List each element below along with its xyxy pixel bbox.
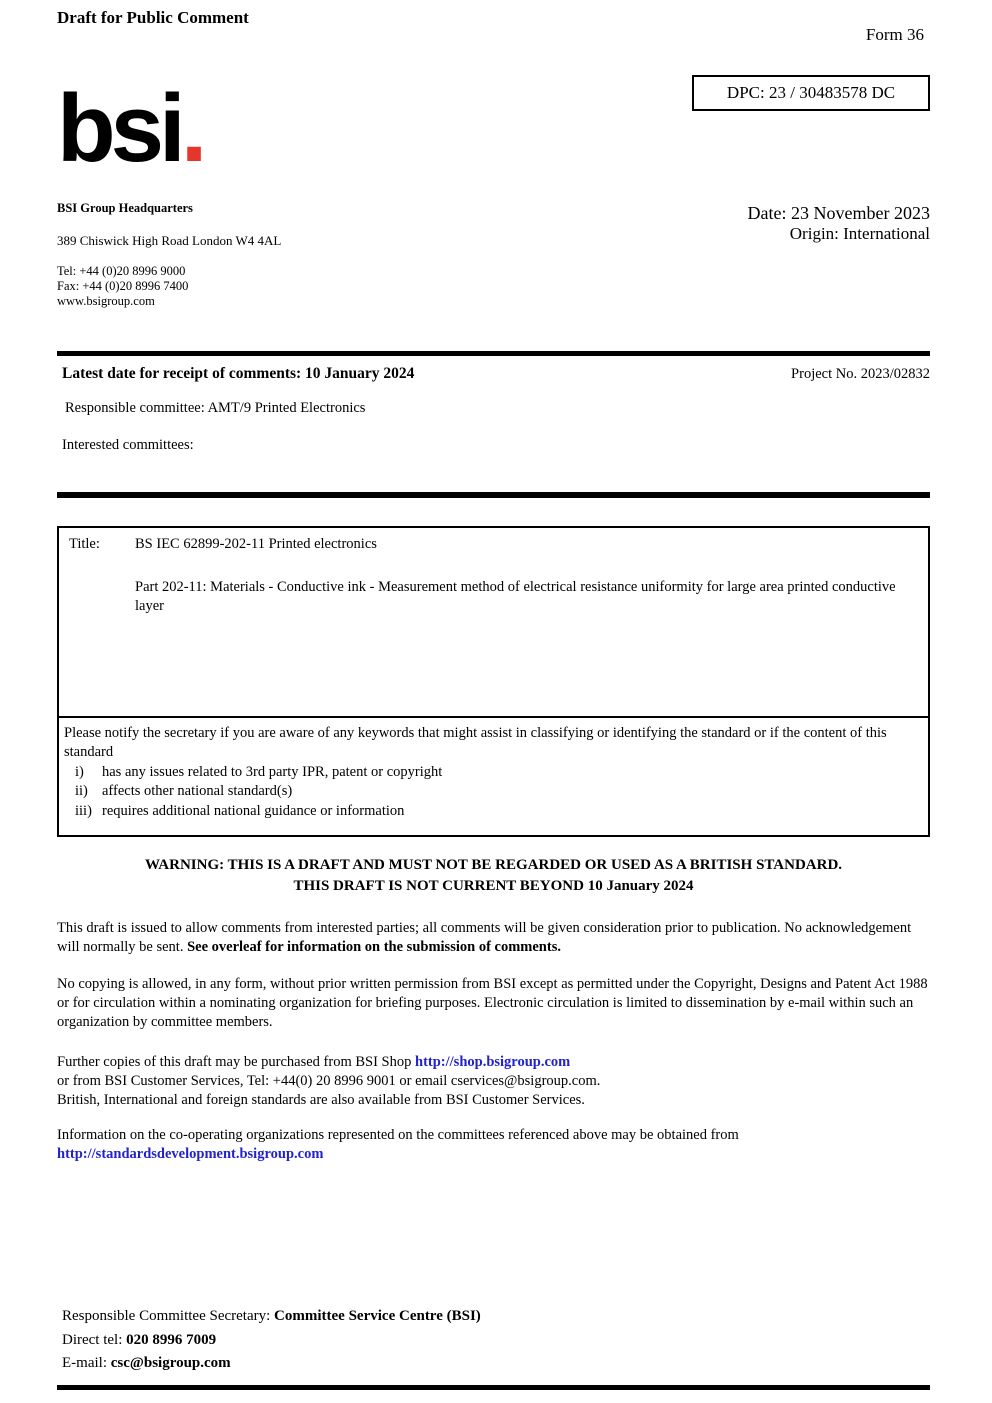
bsi-logo-text: bsi [57,75,181,182]
warning-line-1: WARNING: THIS IS A DRAFT AND MUST NOT BE REGARDED OR USED AS A BRITISH STANDARD. [144,856,843,873]
list-item-text: affects other national standard(s) [102,783,293,800]
email-line [62,1352,481,1375]
top-header-row [57,8,930,45]
comments-issue-text: This draft is issued to allow comments from interested parties; all comments will be given consideration prior to publication. No acknowledgement will normally be sent. [57,920,912,955]
keywords-intro: Please notify the secretary if you are aware of any keywords that might assist in classifying or identifying the standard or if the content of this standard [64,725,887,761]
draft-for-public-comment-label: Draft for Public Comment [57,8,249,27]
secretary-label: Responsible Committee Secretary: [62,1308,275,1325]
list-item-text: requires additional national guidance or information [102,802,405,819]
project-number: Project No. 2023/02832 [791,366,930,382]
brand-right-column [692,55,930,309]
brand-left-column [57,55,617,309]
email-value: csc@bsigroup.com [110,1354,231,1371]
secretary-line [62,1305,481,1328]
telephone-line: Tel: +44 (0)20 8996 9000 [57,264,186,278]
date-line: Date: 23 November 2023 [747,203,930,223]
customer-services-line: or from BSI Customer Services, Tel: +44(0) 20 8996 9001 or email cservices@bsigroup.com. [57,1073,601,1090]
list-item-text: has any issues related to 3rd party IPR, patent or copyright [102,764,443,781]
comments-issue-paragraph [57,919,930,957]
list-item-number: iii) [75,802,92,819]
list-item [64,782,920,801]
list-item [64,802,920,821]
list-item-number: i) [75,764,84,781]
website-line: www.bsigroup.com [57,294,155,308]
further-copies-paragraph [57,1053,930,1110]
email-label: E-mail: [62,1354,111,1371]
standards-development-link[interactable]: http://standardsdevelopment.bsigroup.com [57,1145,324,1162]
title-and-keywords-boxes [57,526,930,837]
standard-part-title: Part 202-11: Materials - Conductive ink - Measurement method of electrical resistance uniformity for large area printed conductive layer [135,579,896,614]
warning-line-2: THIS DRAFT IS NOT CURRENT BEYOND 10 January 2024 [293,878,694,895]
dpc-number-box: DPC: 23 / 30483578 DC [692,75,930,111]
bsi-logo-dot: . [180,75,208,182]
latest-date-label: Latest date for receipt of comments: 10 January 2024 [62,365,415,382]
footer-contact-block [62,1305,481,1375]
keywords-notice-box [57,718,930,837]
horizontal-rule-top [57,351,930,356]
title-label: Title: [69,536,100,552]
bsi-shop-link[interactable]: http://shop.bsigroup.com [415,1054,571,1071]
horizontal-rule-middle [57,492,930,498]
bsi-logo [57,75,617,182]
interested-committees-line: Interested committees: [62,437,194,453]
list-item [64,763,920,782]
further-copies-line [57,1053,930,1072]
cooperating-organizations-text: Information on the co-operating organizations represented on the committees referenced above may be obtained from [57,1126,739,1143]
title-content [135,536,918,708]
direct-tel-line [62,1329,481,1352]
standards-availability-line: British, International and foreign standards are also available from BSI Customer Services. [57,1092,585,1109]
brand-row [57,55,930,309]
direct-tel-value: 020 8996 7009 [126,1331,217,1348]
direct-tel-label: Direct tel: [62,1331,127,1348]
horizontal-rule-bottom [57,1385,930,1390]
fax-line: Fax: +44 (0)20 8996 7400 [57,279,189,293]
cooperating-organizations-paragraph [57,1126,930,1164]
form-number-label: Form 36 [865,25,924,44]
further-copies-text: Further copies of this draft may be purchased from BSI Shop [57,1054,415,1071]
see-overleaf-note: See overleaf for information on the submission of comments. [187,938,561,955]
responsible-committee-line: Responsible committee: AMT/9 Printed Electronics [65,400,366,416]
title-box [57,526,930,718]
street-address: 389 Chiswick High Road London W4 4AL [57,233,282,248]
keywords-list [64,763,920,820]
draft-warning [57,855,930,899]
no-copying-paragraph: No copying is allowed, in any form, without prior written permission from BSI except as permitted under the Copyright, Designs and Patent Act 1988 or for circulation within a nominating organization for briefing purposes. Electronic circulation is limited to dissemination by e-mail within such an organization by committee members. [57,975,928,1030]
comments-deadline-row [57,365,930,383]
headquarters-label: BSI Group Headquarters [57,201,193,215]
secretary-value: Committee Service Centre (BSI) [274,1308,481,1325]
origin-line: Origin: International [789,224,930,243]
standard-title: BS IEC 62899-202-11 Printed electronics [135,536,377,552]
list-item-number: ii) [75,783,88,800]
